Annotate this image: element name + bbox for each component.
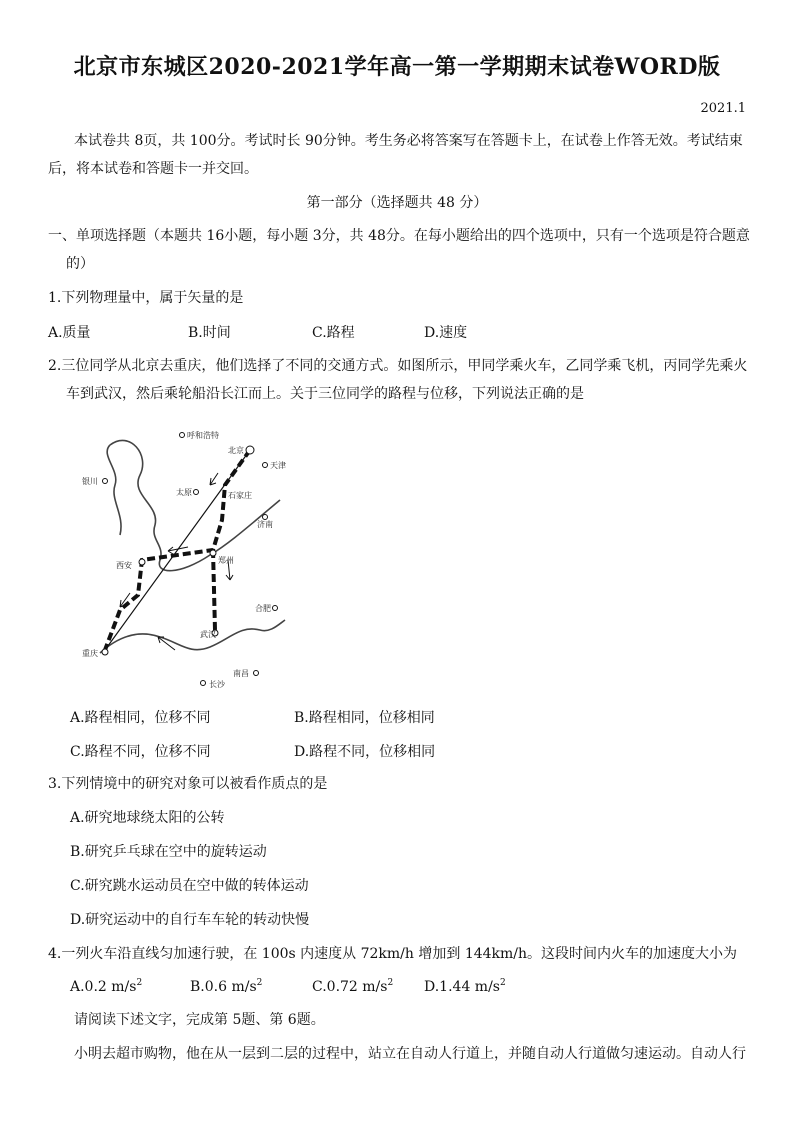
part-heading: 第一部分（选择题共 48 分） bbox=[306, 195, 488, 211]
route-map bbox=[70, 425, 290, 695]
option-a[interactable]: A.路程相同，位移不同 bbox=[70, 710, 211, 726]
question-1-options bbox=[48, 322, 467, 342]
zhengzhou-marker bbox=[210, 550, 216, 556]
option-d[interactable]: D.路程不同，位移相同 bbox=[294, 744, 436, 760]
label-tianjin: 天津 bbox=[270, 461, 286, 470]
label-taiyuan: 太原 bbox=[176, 488, 192, 497]
nanchang-marker bbox=[254, 671, 259, 676]
page-title: 北京市东城区2020-2021学年高一第一学期期末试卷WORD版 bbox=[73, 54, 721, 80]
hohhot-marker bbox=[180, 433, 185, 438]
hefei-marker bbox=[273, 606, 278, 611]
reading-instruction: 请阅读下述文字，完成第 5题、第 6题。 bbox=[74, 1012, 325, 1028]
option-b[interactable]: B.时间 bbox=[188, 325, 231, 341]
intro-line-1: 本试卷共 8页，共 100分。考试时长 90分钟。考生务必将答案写在答题卡上，在试卷上作答无效。考试结束 bbox=[74, 133, 743, 149]
taiyuan-marker bbox=[194, 490, 199, 495]
question-3-option-b[interactable]: B.研究乒乓球在空中的旋转运动 bbox=[70, 844, 267, 860]
question-3-option-d[interactable]: D.研究运动中的自行车车轮的转动快慢 bbox=[70, 912, 310, 928]
exam-date: 2021.1 bbox=[700, 101, 746, 116]
chongqing-marker bbox=[102, 649, 108, 655]
option-a[interactable]: A.质量 bbox=[48, 325, 91, 341]
option-d[interactable]: D.速度 bbox=[424, 325, 468, 341]
label-chongqing: 重庆 bbox=[82, 649, 98, 658]
question-2-stem-1: 2.三位同学从北京去重庆，他们选择了不同的交通方式。如图所示，甲同学乘火车，乙同学乘飞机，丙同学先乘火 bbox=[48, 358, 748, 374]
intro-line-2: 后，将本试卷和答题卡一并交回。 bbox=[48, 161, 258, 177]
section-heading-line-1: 一、单项选择题（本题共 16小题，每小题 3分，共 48分。在每小题给出的四个选项中，只有一个选项是符合题意 bbox=[48, 228, 750, 244]
question-1-stem: 1.下列物理量中，属于矢量的是 bbox=[48, 290, 244, 306]
option-b[interactable]: B.0.6 m/s2 bbox=[190, 978, 263, 995]
river-yangtze bbox=[100, 620, 285, 653]
option-d[interactable]: D.1.44 m/s2 bbox=[424, 978, 506, 995]
tianjin-marker bbox=[263, 463, 268, 468]
label-hohhot: 呼和浩特 bbox=[187, 431, 219, 440]
label-yinchuan: 银川 bbox=[82, 477, 98, 486]
river-north-bend bbox=[107, 445, 121, 535]
question-2-options-row-1 bbox=[70, 707, 435, 727]
beijing-marker bbox=[246, 446, 254, 454]
yinchuan-marker bbox=[103, 479, 108, 484]
question-3-option-a[interactable]: A.研究地球绕太阳的公转 bbox=[70, 810, 225, 826]
option-a[interactable]: A.0.2 m/s2 bbox=[70, 978, 143, 995]
label-hefei: 合肥 bbox=[255, 604, 271, 613]
question-4-stem: 4.一列火车沿直线匀加速行驶，在 100s 内速度从 72km/h 增加到 144km/h。这段时间内火车的加速度大小为 bbox=[48, 946, 738, 962]
changsha-marker bbox=[201, 681, 206, 686]
train-route-wuhan bbox=[213, 550, 215, 630]
reading-text: 小明去超市购物，他在从一层到二层的过程中，站立在自动人行道上，并随自动人行道做匀速运动。自动人行 bbox=[74, 1046, 746, 1062]
label-zhengzhou: 郑州 bbox=[218, 556, 234, 565]
section-heading-line-2: 的） bbox=[66, 256, 94, 272]
label-wuhan: 武汉 bbox=[200, 630, 216, 639]
label-xian: 西安 bbox=[116, 561, 132, 570]
label-jinan: 济南 bbox=[257, 520, 273, 529]
question-2-options-row-2 bbox=[70, 741, 435, 761]
option-b[interactable]: B.路程相同，位移相同 bbox=[294, 710, 435, 726]
xian-marker bbox=[139, 559, 145, 565]
jinan-marker bbox=[263, 515, 268, 520]
label-beijing: 北京 bbox=[228, 446, 244, 455]
option-c[interactable]: C.路程不同，位移不同 bbox=[70, 744, 211, 760]
label-nanchang: 南昌 bbox=[233, 669, 249, 678]
arrow-train-south bbox=[210, 473, 218, 485]
label-shijiazhuang: 石家庄 bbox=[228, 491, 252, 500]
question-3-stem: 3.下列情境中的研究对象可以被看作质点的是 bbox=[48, 776, 328, 792]
question-4-options bbox=[70, 978, 506, 995]
option-c[interactable]: C.0.72 m/s2 bbox=[312, 978, 394, 995]
question-3-option-c[interactable]: C.研究跳水运动员在空中做的转体运动 bbox=[70, 878, 309, 894]
option-c[interactable]: C.路程 bbox=[312, 325, 355, 341]
label-changsha: 长沙 bbox=[209, 680, 225, 689]
question-2-stem-2: 车到武汉，然后乘轮船沿长江而上。关于三位同学的路程与位移，下列说法正确的是 bbox=[66, 386, 584, 402]
